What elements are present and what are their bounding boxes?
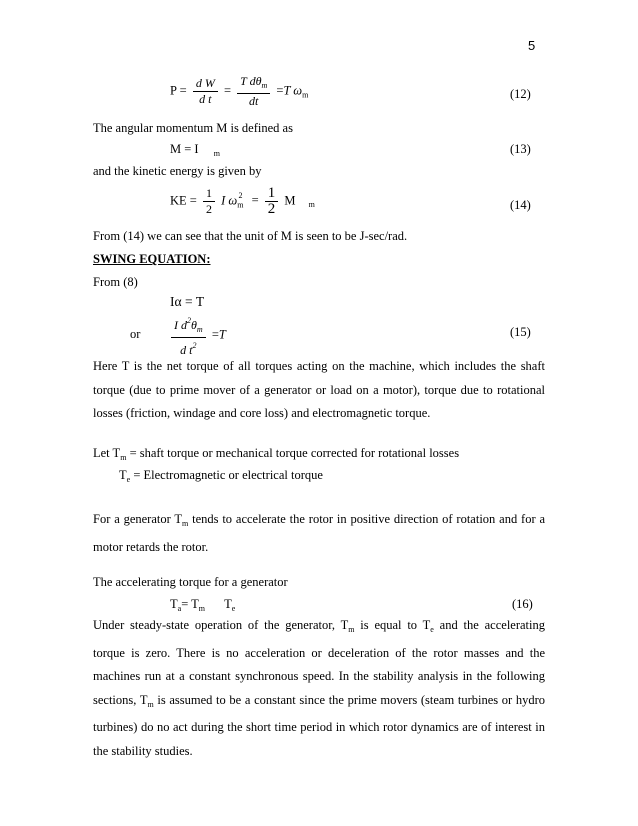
eq12-frac-1 (193, 76, 218, 107)
eq14-rhs-sub: m (308, 200, 315, 210)
eq16-s2: m (198, 604, 206, 613)
eq14-mid: I ω (221, 193, 238, 208)
eq14-op: = (251, 193, 259, 208)
eq16-t1: T (170, 597, 178, 611)
eq15-num-sup: 2 (187, 316, 191, 325)
eq14-mid-sub: m (237, 200, 244, 210)
equation-number-14: (14) (510, 198, 531, 212)
para3-s2: e (430, 625, 434, 634)
equation-number-16: (16) (512, 597, 533, 611)
equation-number-13: (13) (510, 142, 531, 156)
eq13-text: M = I (170, 142, 199, 156)
eq15-den-sup: 2 (192, 341, 197, 350)
equation-15 (168, 313, 226, 358)
eq12-lhs: P (170, 83, 177, 98)
tm-sub: m (120, 453, 127, 462)
eq14-rhs: M (284, 193, 296, 208)
eq12-rhs: T ω (283, 83, 303, 98)
equation-16 (170, 597, 235, 613)
para3-s1: m (348, 625, 355, 634)
paragraph-steady-state (93, 614, 545, 764)
equation-13 (170, 142, 220, 158)
eq12-den-2: dt (249, 94, 259, 108)
eq15-num (171, 313, 206, 338)
eq12-num-1: d W (193, 76, 218, 92)
eq12-op: = (276, 83, 284, 98)
eq15-frac (171, 313, 206, 358)
eq12-rhs-sub: m (302, 90, 309, 100)
para2-sub: m (182, 519, 189, 528)
para3-d: is assumed to be a constant since the prime movers (steam turbines or hydro turbines) do no act during the short time period in which rotor dynamics are of interest in the stability studies. (93, 692, 546, 758)
eq12-op: = (179, 83, 187, 98)
eq12-frac-2 (237, 74, 270, 109)
eq12-op: = (223, 83, 231, 98)
equation-14 (170, 186, 315, 217)
eq15-rhs: T (218, 327, 226, 342)
eq15-num-sub: m (196, 325, 203, 334)
eq14-den-2: 2 (267, 201, 276, 217)
para3-s3: m (147, 699, 154, 709)
te-sub: e (126, 475, 131, 484)
eq15-den-text: d t (180, 343, 193, 357)
section-heading: SWING EQUATION: (93, 252, 211, 266)
eq14-frac-1 (203, 186, 215, 217)
eq14-num-1: 1 (203, 186, 215, 202)
eq14-mid-sup: 2 (238, 191, 243, 201)
eq16-s3: e (231, 604, 236, 613)
eq12-num-2-sub: m (261, 81, 268, 90)
tm-rest: = shaft torque or mechanical torque corrected for rotational losses (126, 446, 460, 460)
eq14-num-2: 1 (265, 186, 279, 202)
te-rest: = Electromagnetic or electrical torque (130, 468, 323, 482)
definition-te (119, 468, 323, 484)
para3-b: is equal to T (354, 618, 431, 632)
para3-c: and the accelerating torque is zero. There is no acceleration or deceleration of the rotor masses and the machines run at a constant synchronous speed. In the stability analysis in the following sections, T (93, 618, 545, 707)
eq15-num-text: I d (174, 318, 187, 332)
eq16-s1: a (177, 604, 182, 613)
text-line: The accelerating torque for a generator (93, 575, 288, 589)
para2-b: tends to accelerate the rotor in positive direction of rotation and for a motor retards the rotor. (93, 512, 545, 554)
eq12-num-2-text: T dθ (240, 74, 262, 88)
eq14-frac-2 (265, 186, 279, 217)
para2-a: For a generator T (93, 512, 183, 526)
te-prefix: T (119, 468, 127, 482)
page-number: 5 (528, 38, 536, 53)
equation-number-12: (12) (510, 87, 531, 101)
text-line: The angular momentum M is defined as (93, 121, 293, 135)
eq14-den-1: 2 (205, 202, 212, 216)
eq14-lhs: KE = (170, 193, 197, 208)
eq16-eq: = T (181, 597, 199, 611)
eq12-num-2 (237, 74, 270, 94)
tm-prefix: Let T (93, 446, 121, 460)
paragraph-net-torque: Here T is the net torque of all torques acting on the machine, which includes the shaft torque (due to prime mover of a generator or load on a motor), torque due to rotational losses (friction, windage and core loss) and electromagnetic torque. (93, 359, 545, 421)
equation-number-15: (15) (510, 325, 531, 339)
para3-a: Under steady-state operation of the generator, T (93, 618, 349, 632)
eq13-sub: m (213, 149, 220, 158)
eq16-t3: T (224, 597, 232, 611)
definition-tm (93, 446, 459, 462)
text-line: and the kinetic energy is given by (93, 164, 262, 178)
text-line: From (14) we can see that the unit of M is seen to be J-sec/rad. (93, 229, 408, 243)
equation-15-or: or (130, 327, 141, 341)
equation-i-alpha: Iα = T (170, 294, 205, 309)
paragraph-generator (93, 508, 545, 559)
eq15-num-theta: θ (191, 318, 197, 332)
eq12-den-1: d t (199, 92, 212, 106)
eq15-op: = (211, 327, 219, 342)
text-line: From (8) (93, 275, 138, 289)
equation-12 (170, 74, 308, 109)
